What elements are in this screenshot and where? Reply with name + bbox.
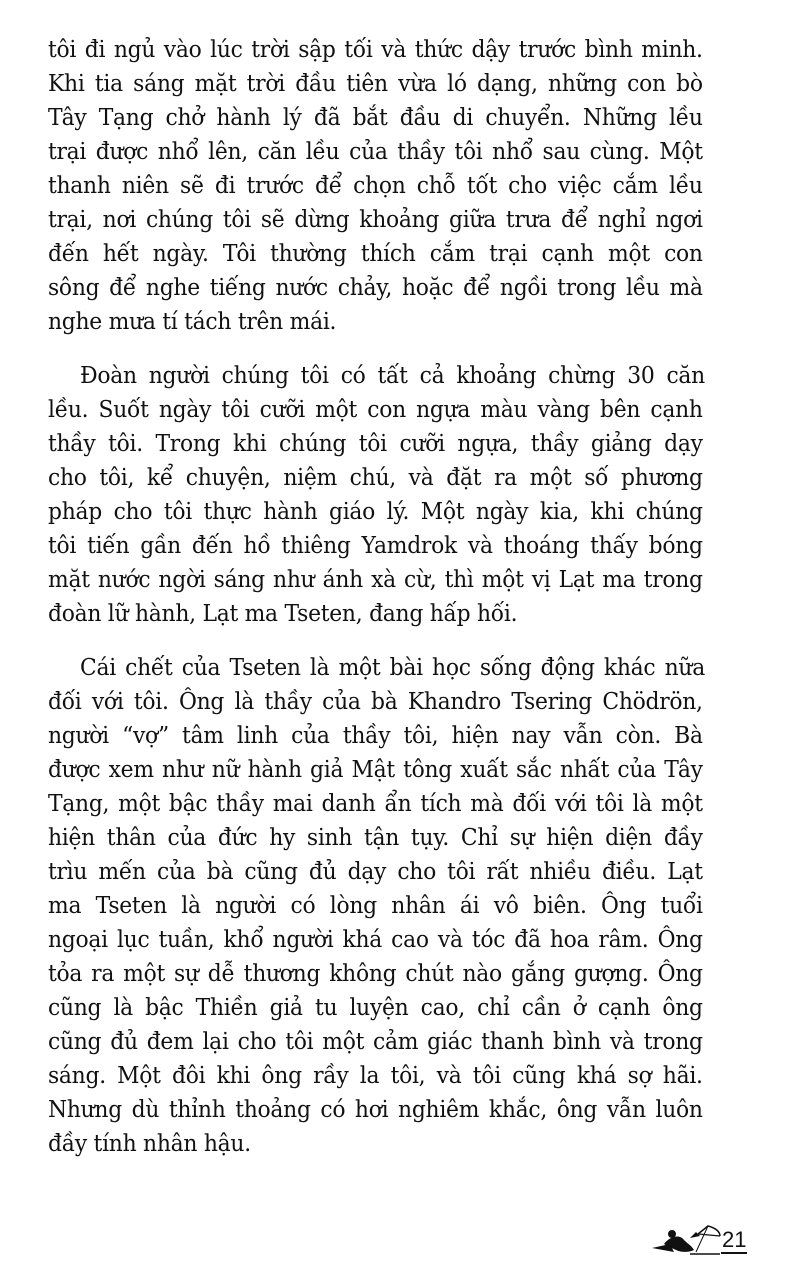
text-line: thanh niên sẽ đi trước để chọn chỗ tốt cho việc cắm lều (48, 171, 703, 199)
text-line: sông để nghe tiếng nước chảy, hoặc để ngồi trong lều mà (48, 273, 703, 301)
text-line: ma Tseten là người có lòng nhân ái vô biên. Ông tuổi (48, 891, 703, 919)
text-line: tôi tiến gần đến hồ thiêng Yamdrok và thoáng thấy bóng (48, 531, 703, 559)
text-line: Tạng, một bậc thầy mai danh ẩn tích mà đối với tôi là một (48, 789, 703, 817)
text-line: được xem như nữ hành giả Mật tông xuất sắc nhất của Tây (48, 755, 703, 783)
text-line: sáng. Một đôi khi ông rầy la tôi, và tôi cũng khá sợ hãi. (48, 1061, 703, 1089)
text-line: tỏa ra một sự dễ thương không chút nào gắng gượng. Ông (48, 959, 703, 987)
text-line: đến hết ngày. Tôi thường thích cắm trại cạnh một con (48, 239, 703, 267)
text-line: trại, nơi chúng tôi sẽ dừng khoảng giữa trưa để nghỉ ngơi (48, 205, 703, 233)
text-line: Tây Tạng chở hành lý đã bắt đầu di chuyển. Những lều (48, 103, 703, 131)
text-line: đầy tính nhân hậu. (48, 1129, 251, 1157)
text-line: đoàn lữ hành, Lạt ma Tseten, đang hấp hối. (48, 599, 518, 627)
text-line: thầy tôi. Trong khi chúng tôi cưỡi ngựa, thầy giảng dạy (48, 429, 703, 457)
text-line: trại được nhổ lên, căn lều của thầy tôi nhổ sau cùng. Một (48, 137, 703, 165)
text-line: tôi đi ngủ vào lúc trời sập tối và thức dậy trước bình minh. (48, 35, 703, 63)
text-line: mặt nước ngời sáng như ánh xà cừ, thì một vị Lạt ma trong (48, 565, 703, 593)
text-line: hiện thân của đức hy sinh tận tụy. Chỉ sự hiện diện đầy (48, 823, 703, 851)
text-line: cũng đủ đem lại cho tôi một cảm giác thanh bình và trong (48, 1027, 703, 1055)
text-line: nghe mưa tí tách trên mái. (48, 307, 337, 335)
text-line: pháp cho tôi thực hành giáo lý. Một ngày kia, khi chúng (48, 497, 703, 525)
text-line: Nhưng dù thỉnh thoảng có hơi nghiêm khắc, ông vẫn luôn (48, 1095, 703, 1123)
text-line: đối với tôi. Ông là thầy của bà Khandro Tsering Chödrön, (48, 687, 703, 715)
text-line: người “vợ” tâm linh của thầy tôi, hiện nay vẫn còn. Bà (48, 721, 703, 749)
text-line: cũng là bậc Thiền giả tu luyện cao, chỉ cần ở cạnh ông (48, 993, 703, 1021)
text-line: Đoàn người chúng tôi có tất cả khoảng chừng 30 căn (80, 361, 705, 389)
text-line: ngoại lục tuần, khổ người khá cao và tóc đã hoa râm. Ông (48, 925, 703, 953)
text-line: lều. Suốt ngày tôi cưỡi một con ngựa màu vàng bên cạnh (48, 395, 703, 423)
text-line: Cái chết của Tseten là một bài học sống động khác nữa (80, 653, 705, 681)
text-line: trìu mến của bà cũng đủ dạy cho tôi rất nhiều điều. Lạt (48, 857, 703, 885)
page-number: 21 (722, 1227, 747, 1252)
text-line: Khi tia sáng mặt trời đầu tiên vừa ló dạng, những con bò (48, 69, 703, 97)
text-line: cho tôi, kể chuyện, niệm chú, và đặt ra một số phương (48, 463, 703, 491)
